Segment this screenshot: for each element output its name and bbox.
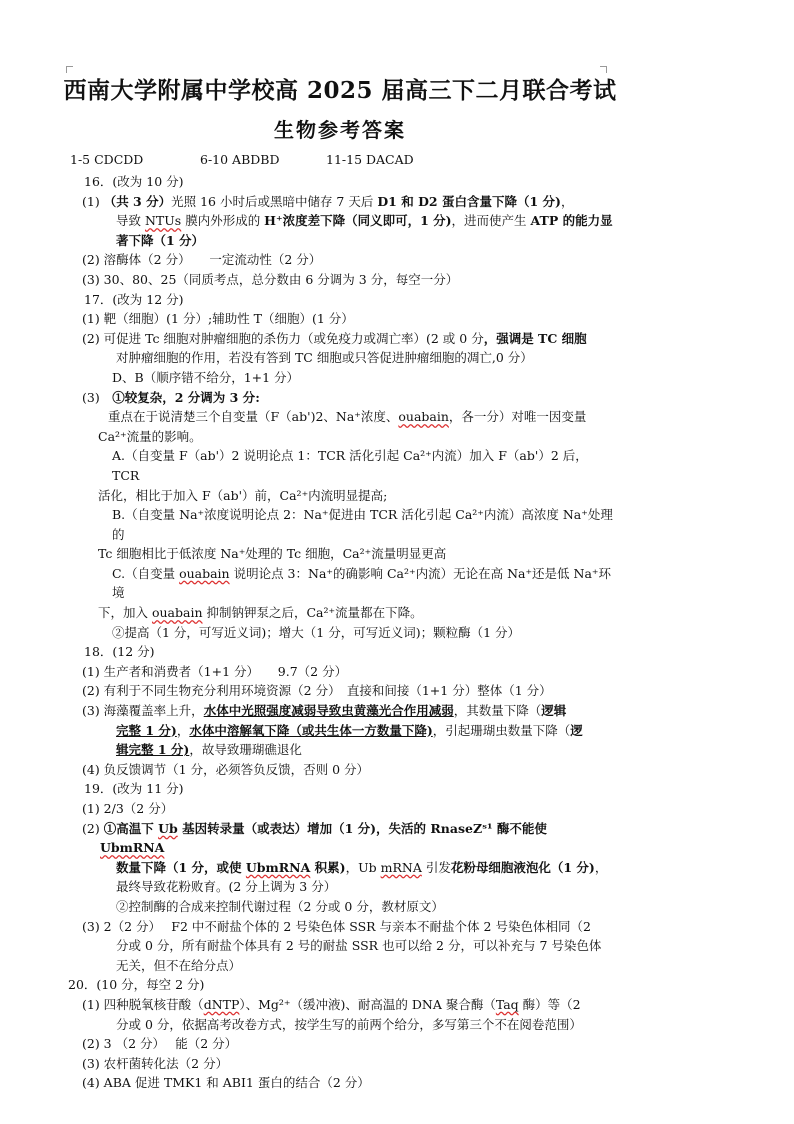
mc-answers-11-15: 11-15 DACAD	[326, 152, 414, 167]
q19-part3: (3) 2（2 分） F2 中不耐盐个体的 2 号染色体 SSR 与亲本不耐盐个体 2 号染色体相同（2	[82, 918, 591, 934]
score-note: （共 3 分）	[103, 193, 172, 209]
part-number: (1)	[82, 193, 100, 209]
term-rnasez: RnaseZˢ¹	[430, 820, 493, 836]
q17-part3	[68, 388, 613, 408]
answer-text: ，各一分）对唯一因变量	[448, 409, 587, 425]
document-subtitle: 生物参考答案	[274, 118, 406, 142]
key-point: 基因转录量（或表达）增加（1 分)，失活的	[177, 820, 431, 836]
key-point: H⁺浓度差下降（同义即可，1 分)	[264, 213, 452, 229]
document-title: 西南大学附属中学校高 2025 届高三下二月联合考试	[63, 77, 617, 104]
q19-part1: (1) 2/3（2 分）	[82, 801, 174, 816]
q17-part2-cont: 对肿瘤细胞的作用，若没有答到 TC 细胞或只答促进肿瘤细胞的凋亡,0 分）	[116, 350, 533, 366]
answer-text: C.（自变量	[112, 565, 180, 581]
key-point: 辑完整 1 分)	[116, 742, 190, 758]
q20-part1-cont: 分或 0 分，依据高考改卷方式，按学生写的前两个给分，多写第三个不在阅卷范围）	[116, 1016, 582, 1032]
answer-text: 下，加入	[98, 605, 152, 621]
key-point: ①较复杂，2 分调为 3 分	[112, 389, 256, 405]
q20-part3: (3) 农杆菌转化法（2 分）	[82, 1055, 229, 1071]
key-point: 积累)	[310, 859, 346, 875]
key-point: 逻	[570, 722, 583, 738]
q17-heading: 17．(改为 12 分)	[84, 291, 184, 307]
q17-part2	[68, 329, 613, 349]
q16-heading: 16．(改为 10 分)	[84, 174, 184, 189]
answer-text: ）、Mg²⁺（缓冲液)、耐高温的 DNA 聚合酶（	[239, 996, 496, 1012]
q19-heading: 19．(改为 11 分)	[84, 781, 184, 797]
q20-part4: (4) ABA 促进 TMK1 和 ABI1 蛋白的结合（2 分）	[82, 1075, 370, 1091]
q18-part3-cont2	[68, 740, 613, 760]
key-point: 花粉母细胞液泡化（1 分)	[450, 859, 595, 875]
q18-part2: (2) 有利于不同生物充分利用环境资源（2 分） 直接和间接（1+1 分）整体（1 分）	[82, 683, 552, 699]
q16-part2: (2) 溶酶体（2 分） 一定流动性（2 分）	[82, 252, 322, 268]
answer-text: 导致	[116, 213, 145, 229]
key-point: D1 和 D2 蛋白含量下降（1 分)	[377, 193, 561, 209]
answer-text: 光照 16 小时后或黑暗中储存 7 天后	[171, 193, 378, 209]
answer-text: 重点在于说清楚三个自变量（F（ab')2、Na⁺浓度、	[108, 409, 399, 425]
q20-part2: (2) 3 （2 分） 能（2 分）	[82, 1036, 238, 1052]
q19-part2-sub2: ②控制酶的合成来控制代谢过程（2 分或 0 分，教材原文）	[116, 898, 444, 914]
term-ouabain: ouabain	[151, 605, 203, 621]
answer-text: (1) 四种脱氧核苷酸（	[82, 996, 204, 1012]
q20-heading: 20．(10 分，每空 2 分)	[68, 977, 205, 993]
answer-text: ，进而使产生	[451, 213, 531, 229]
q17-part3-sub2: ②提高（1 分，可写近义词)；增大（1 分，可写近义词)；颗粒酶（1 分）	[112, 624, 521, 640]
q19-part2-cont2: 最终导致花粉败育。(2 分上调为 3 分）	[116, 879, 337, 895]
q18-part1: (1) 生产者和消费者（1+1 分） 9.7（2 分）	[82, 663, 348, 679]
q17-point-c	[68, 564, 613, 603]
answer-text: (3) 海藻覆盖率上升，	[82, 703, 204, 719]
q17-point-b-cont: Tc 细胞相比于低浓度 Na⁺处理的 Tc 细胞，Ca²⁺流量明显更高	[98, 546, 447, 562]
q17-part2-choice: D、B（顺序错不给分，1+1 分）	[112, 369, 300, 385]
q17-point-a-cont: 活化，相比于加入 F（ab'）前，Ca²⁺内流明显提高;	[98, 487, 388, 503]
term-ouabain: ouabain	[398, 409, 449, 425]
q17-point-c-cont	[68, 603, 613, 623]
key-point: 逻辑	[541, 703, 567, 719]
term-ubmrna: UbmRNA	[245, 859, 311, 875]
q17-point-b: B.（自变量 Na⁺浓度说明论点 2：Na⁺促进由 TCR 活化引起 Ca²⁺内流）高浓度 Na⁺处理的	[112, 507, 613, 542]
answer-text: 说明论点 3：Na⁺的确影响 Ca²⁺内流）无论在高 Na⁺还是低 Na⁺环境	[112, 565, 612, 601]
key-point: 完整 1 分)	[116, 722, 177, 738]
part-number: (3)	[82, 389, 100, 405]
key-point: ATP 的能力显著下降（1 分）	[116, 213, 613, 248]
key-point: 水体中溶解氧下降（或共生体一方数量下降)	[189, 722, 433, 738]
term-ub: Ub	[358, 859, 377, 875]
q19-part2	[68, 819, 613, 858]
answer-text: ，引起珊瑚虫数量下降（	[432, 722, 571, 738]
q17-part1: (1) 靶（细胞）(1 分）;辅助性 T（细胞）(1 分）	[82, 311, 354, 327]
q17-point-a: A.（自变量 F（ab'）2 说明论点 1：TCR 活化引起 Ca²⁺内流）加入 F（ab'）2 后，TCR	[112, 448, 588, 483]
q17-part3-line2: Ca²⁺流量的影响。	[98, 428, 202, 444]
key-point: 数量下降（1 分，或使	[116, 859, 246, 875]
q16-part3: (3) 30、80、25（同质考点，总分数由 6 分调为 3 分，每空一分）	[82, 271, 459, 287]
answer-text: 引发	[421, 859, 451, 875]
key-point: ，强调是 TC 细胞	[483, 330, 587, 346]
answer-text: ，故导致珊瑚礁退化	[189, 742, 302, 758]
answer-text: :	[255, 389, 260, 405]
q19-part3-cont1: 分或 0 分，所有耐盐个体具有 2 号的耐盐 SSR 也可以给 2 分，可以补充与 7 号染色体	[116, 938, 602, 954]
q17-part3-line1	[68, 407, 613, 427]
answer-text: ，	[176, 722, 190, 738]
answer-text: ，其数量下降（	[453, 703, 542, 719]
q18-part3-cont1	[68, 721, 613, 741]
q18-heading: 18．(12 分)	[84, 644, 155, 660]
key-point: 水体中光照强度减弱导致虫黄藻光合作用减弱	[203, 703, 454, 719]
key-point: ①高温下	[103, 820, 159, 836]
mc-answers-6-10: 6-10 ABDBD	[200, 152, 280, 167]
mc-answers-1-5: 1-5 CDCDD	[70, 152, 144, 167]
q19-part3-cont2: 无关，但不在给分点）	[116, 957, 242, 973]
q18-part4: (4) 负反馈调节（1 分，必须答负反馈，否则 0 分）	[82, 761, 370, 777]
q19-part2-cont1	[68, 858, 613, 878]
term-ntus: NTUs	[144, 213, 182, 229]
answer-text: 膜内外形成的	[181, 213, 265, 229]
answer-text: ，	[560, 193, 574, 209]
q20-part1	[68, 995, 613, 1015]
answer-text: ，	[594, 859, 608, 875]
term-taq: Taq	[495, 996, 519, 1012]
key-point: 酶不能使	[492, 820, 547, 836]
answer-content	[68, 172, 613, 1093]
term-mrna: mRNA	[380, 859, 422, 875]
q16-part1	[68, 192, 613, 212]
part-number: (2)	[82, 820, 100, 836]
term-ouabain: ouabain	[179, 565, 230, 581]
q16-part1-cont	[68, 211, 613, 250]
answer-text: ，	[345, 859, 359, 875]
q18-part3	[68, 701, 613, 721]
term-dntp: dNTP	[203, 996, 240, 1012]
answer-text: 抑制钠钾泵之后，Ca²⁺流量都在下降。	[202, 605, 423, 621]
term-ubmrna: UbmRNA	[100, 840, 165, 856]
term-ub: Ub	[158, 820, 178, 836]
answer-text: 酶）等（2	[518, 996, 581, 1012]
answer-text: (2) 可促进 Tc 细胞对肿瘤细胞的杀伤力（或免疫力或凋亡率）(2 或 0 分	[82, 330, 484, 346]
